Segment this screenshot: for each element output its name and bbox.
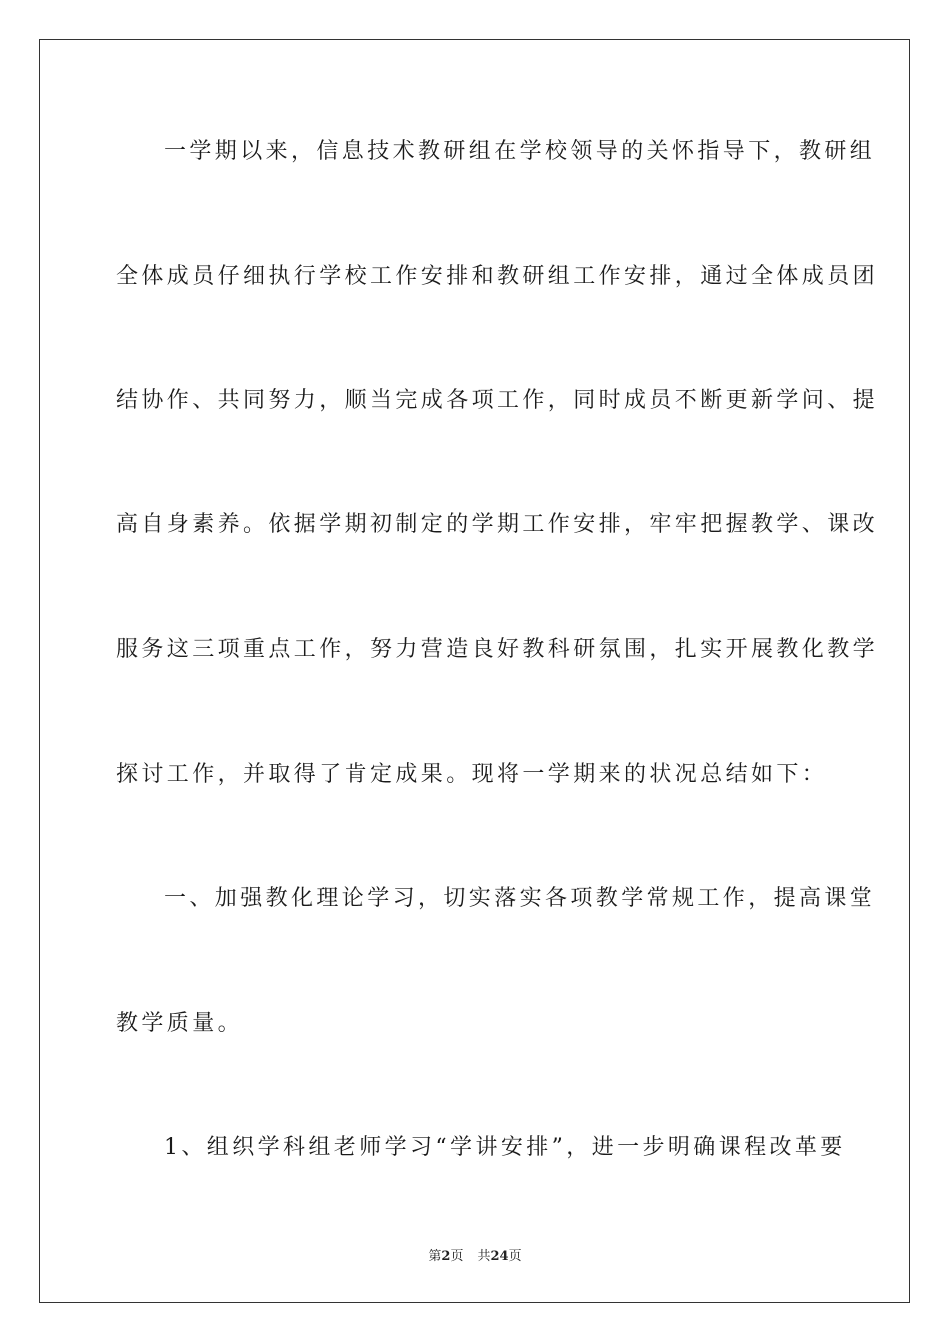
total-pages: 24 (490, 1249, 509, 1264)
page-suffix: 页 (450, 1249, 464, 1264)
page-frame (39, 39, 910, 1303)
paragraph-1-line-1: 一学期以来，信息技术教研组在学校领导的关怀指导下，教研组 (164, 139, 876, 164)
paragraph-1-line-2: 全体成员仔细执行学校工作安排和教研组工作安排，通过全体成员团 (116, 264, 879, 289)
paragraph-1-line-3: 结协作、共同努力，顺当完成各项工作，同时成员不断更新学问、提 (116, 388, 879, 413)
paragraph-1-line-5: 服务这三项重点工作，努力营造良好教科研氛围，扎实开展教化教学 (116, 637, 879, 662)
total-suffix: 页 (508, 1249, 522, 1264)
page-footer (0, 1248, 950, 1266)
section-heading-line-2: 教学质量。 (116, 1011, 244, 1036)
paragraph-1-line-6: 探讨工作，并取得了肯定成果。现将一学期来的状况总结如下： (116, 762, 828, 787)
page-number: 2 (441, 1249, 451, 1264)
section-heading-line-1: 一、加强教化理论学习，切实落实各项教学常规工作，提高课堂 (164, 886, 876, 911)
paragraph-1-line-4: 高自身素养。依据学期初制定的学期工作安排，牢牢把握教学、课改 (116, 512, 879, 537)
total-prefix: 共 (477, 1249, 491, 1264)
page-prefix: 第 (428, 1249, 442, 1264)
list-item-1-line-1: 1、组织学科组老师学习“学讲安排”，进一步明确课程改革要 (164, 1135, 846, 1160)
